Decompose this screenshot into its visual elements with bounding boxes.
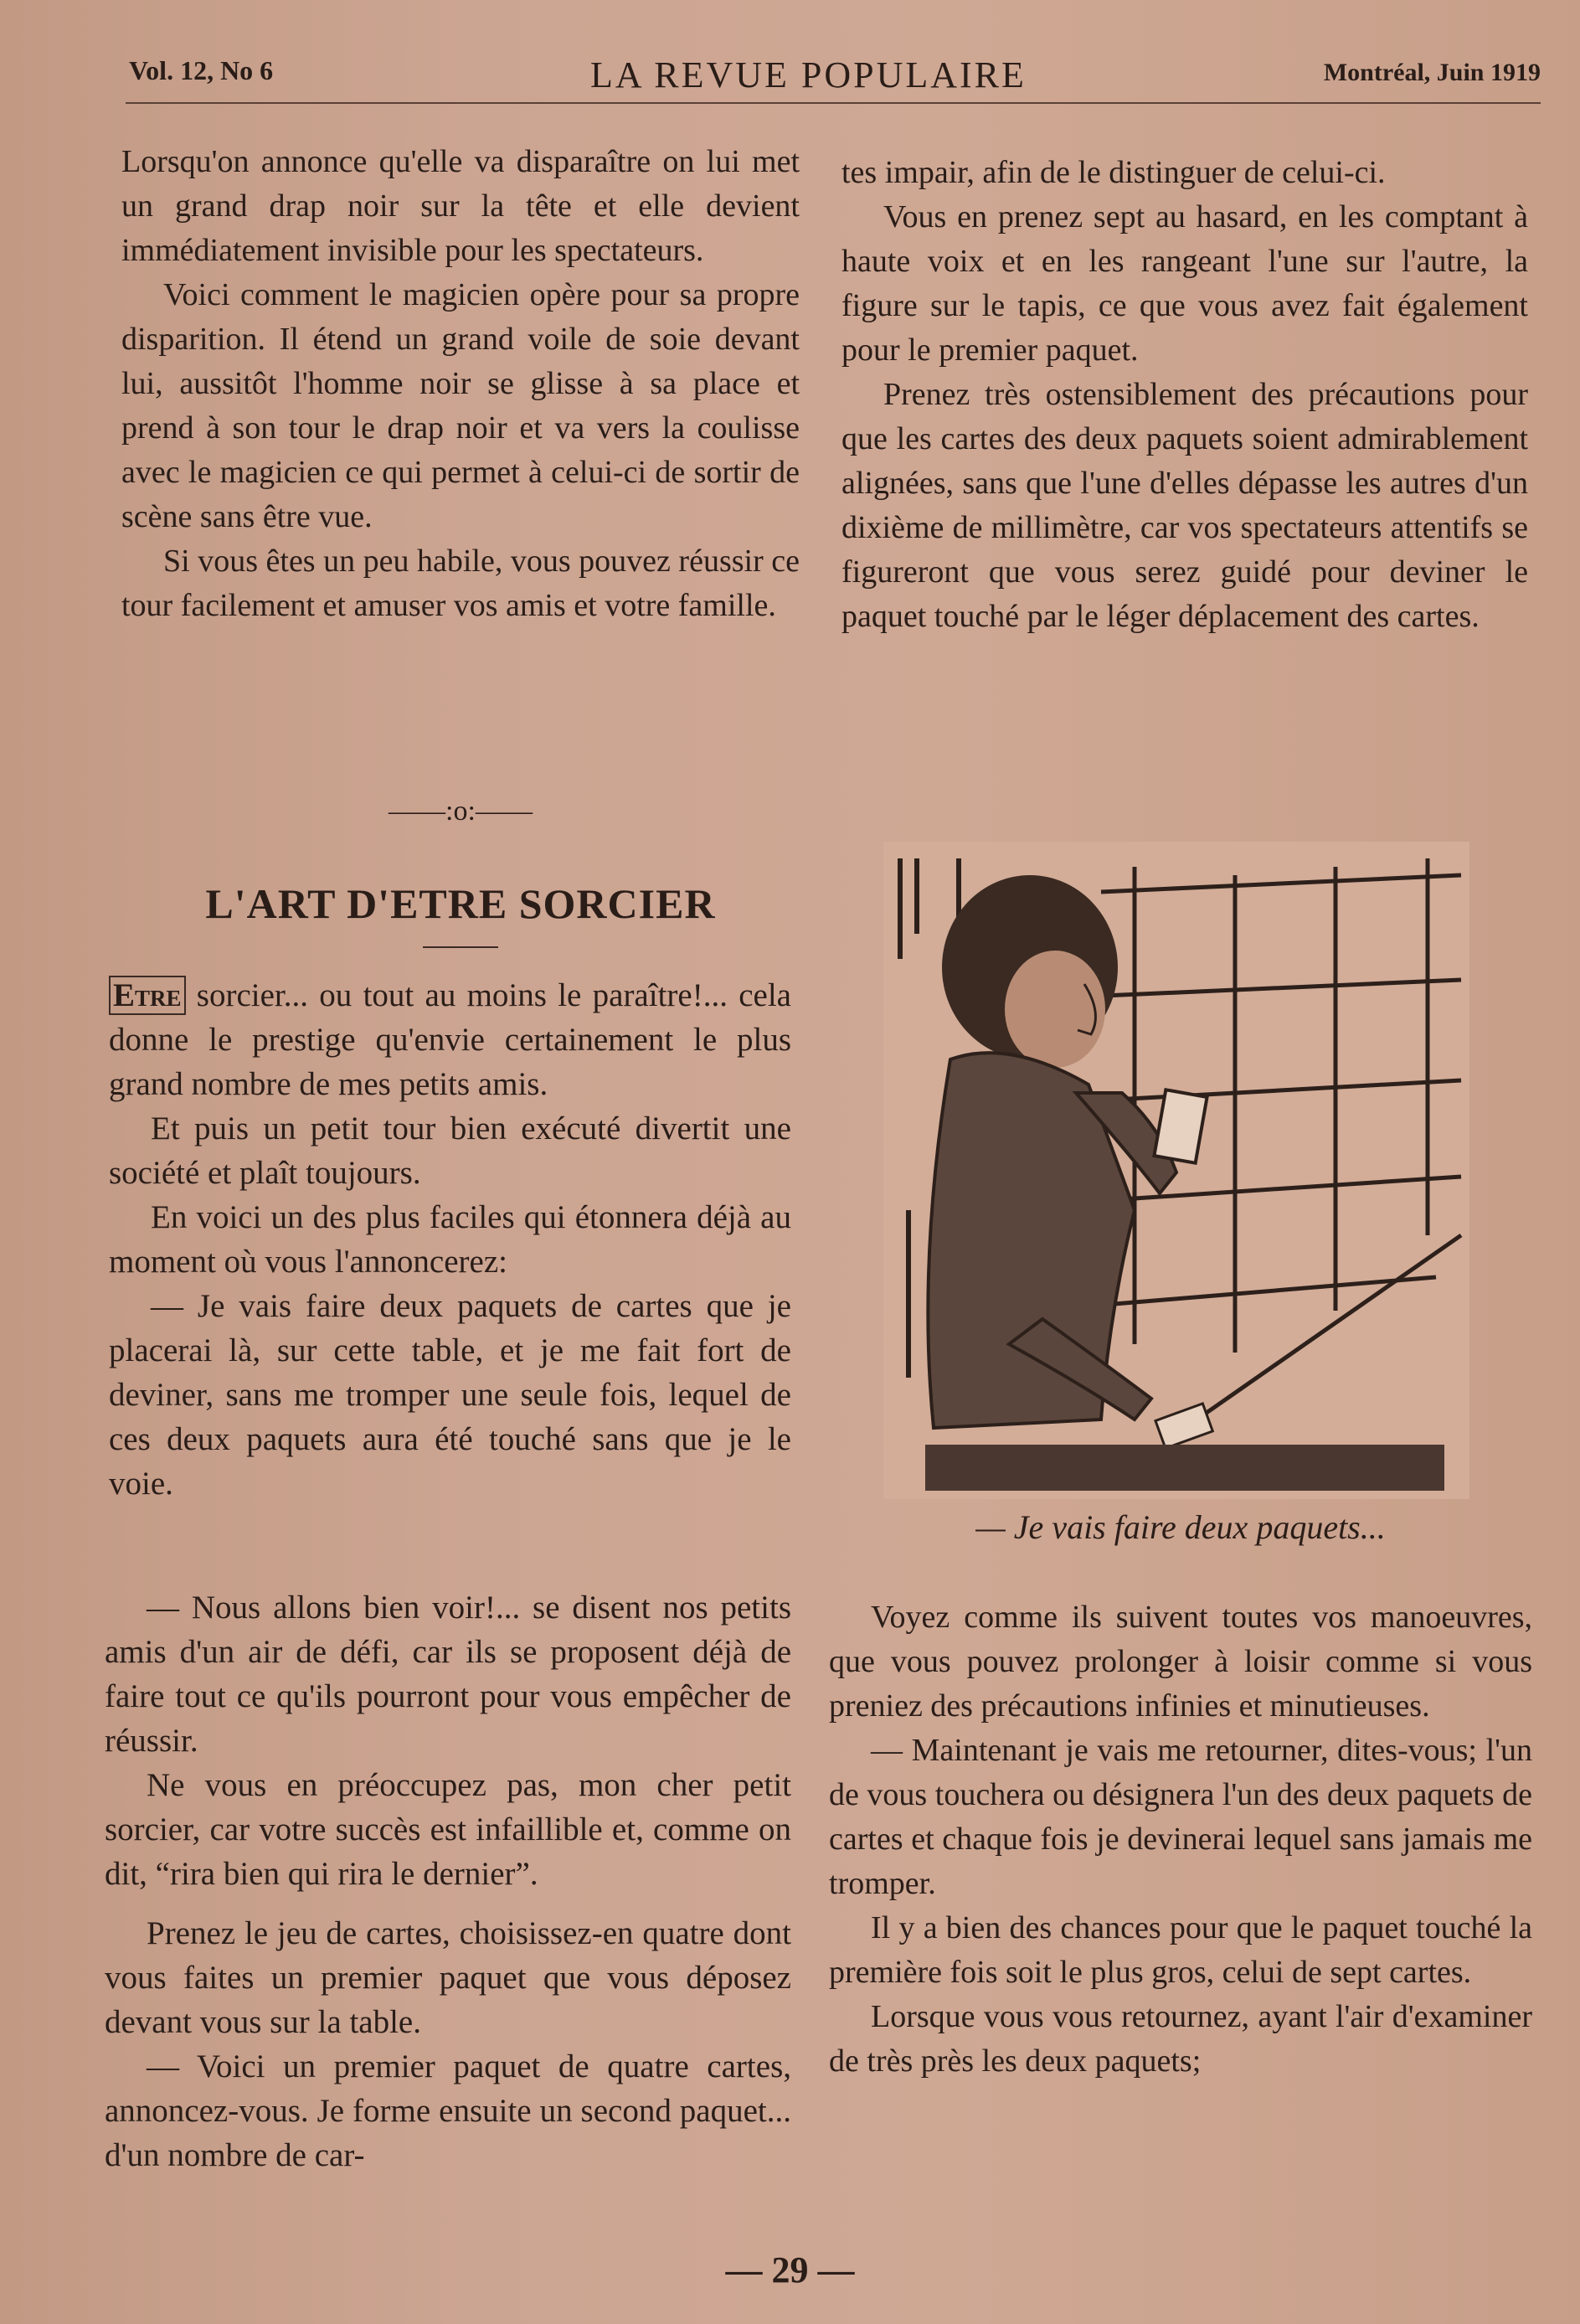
paragraph-text: sorcier... ou tout au moins le paraître!... cela donne le prestige qu'envie certainement le plus grand nombre de mes petits amis. xyxy=(109,977,791,1102)
paragraph xyxy=(109,973,791,1106)
article-intro xyxy=(109,973,791,1506)
paragraph: Si vous êtes un peu habile, vous pouvez réussir ce tour facilement et amuser vos amis et votre famille. xyxy=(121,544,800,623)
paragraph: Et puis un petit tour bien exécuté divertit une société et plaît toujours. xyxy=(109,1110,791,1191)
paragraph: Ne vous en préoccupez pas, mon cher petit sorcier, car votre succès est infaillible et, comme on dit, “rira bien qui rira le dernier”. xyxy=(105,1767,791,1892)
paragraph: Voici comment le magicien opère pour sa propre disparition. Il étend un grand voile de soie devant lui, aussitôt l'homme noir se glisse à sa place et prend à son tour le drap noir et va vers la coulisse avec le magicien ce qui permet à celui-ci de sortir de scène sans être vue. xyxy=(121,277,800,534)
left-column-top xyxy=(121,140,800,628)
paragraph: Lorsque vous vous retournez, ayant l'air d'examiner de très près les deux paquets; xyxy=(829,1999,1532,2079)
paragraph: En voici un des plus faciles qui étonnera déjà au moment où vous l'annoncerez: xyxy=(109,1199,791,1280)
paragraph: — Je vais faire deux paquets de cartes que je placerai là, sur cette table, et je me fait fort de deviner, sans me tromper une seule fois, lequel de ces deux paquets aura été touché sans que je le voie. xyxy=(109,1288,791,1502)
paragraph: — Maintenant je vais me retourner, dites-vous; l'un de vous touchera ou désignera l'un des deux paquets de cartes et chaque fois je devinerai lequel sans jamais me tromper. xyxy=(829,1733,1532,1901)
paragraph: tes impair, afin de le distinguer de celui-ci. xyxy=(841,155,1386,190)
title-rule xyxy=(423,946,498,948)
right-column-top xyxy=(841,151,1528,639)
running-header xyxy=(126,50,1541,104)
magazine-title: LA REVUE POPULAIRE xyxy=(590,54,1027,95)
issue-date: Montréal, Juin 1919 xyxy=(1323,59,1541,86)
volume-label: Vol. 12, No 6 xyxy=(129,55,274,85)
paragraph: Vous en prenez sept au hasard, en les comptant à haute voix et en les rangeant l'une sur l'autre, la figure sur le tapis, ce que vous avez fait également pour le premier paquet. xyxy=(841,199,1528,368)
paragraph: Il y a bien des chances pour que le paquet touché la première fois soit le plus gros, celui de sept cartes. xyxy=(829,1910,1532,1990)
page-number: — 29 — xyxy=(725,2249,855,2291)
paragraph: Voyez comme ils suivent toutes vos manoeuvres, que vous pouvez prolonger à loisir comme si vous preniez des précautions infinies et minutieuses. xyxy=(829,1600,1532,1724)
paragraph: — Voici un premier paquet de quatre cartes, annoncez-vous. Je forme ensuite un second paquet... d'un nombre de car- xyxy=(105,2048,791,2173)
paragraph: — Nous allons bien voir!... se disent nos petits amis d'un air de défi, car ils se proposent déjà de faire tout ce qu'ils pourront pour vous empêcher de réussir. xyxy=(105,1590,791,1759)
figure-caption: — Je vais faire deux paquets... xyxy=(975,1508,1386,1546)
article-continued xyxy=(105,1585,791,2177)
paragraph: Prenez le jeu de cartes, choisissez-en quatre dont vous faites un premier paquet que vous déposez devant vous sur la table. xyxy=(105,1915,791,2040)
paragraph: Lorsqu'on annonce qu'elle va disparaître on lui met un grand drap noir sur la tête et elle devient immédiatement invisible pour les spectateurs. xyxy=(121,144,800,268)
paragraph: Prenez très ostensiblement des précautions pour que les cartes des deux paquets soient admirablement alignées, sans que l'une d'elles dépasse les autres d'un dixième de millimètre, car vos spectateurs attentifs se figureront que vous serez guidé pour deviner le paquet touché par le léger déplacement des cartes. xyxy=(841,377,1528,634)
boy-with-cards-illustration xyxy=(883,842,1469,1499)
article-title: L'ART D'ETRE SORCIER xyxy=(205,880,716,927)
section-separator: ——:o:—— xyxy=(389,796,533,827)
drop-cap: Etre xyxy=(109,976,186,1015)
right-column-bottom xyxy=(829,1595,1532,2084)
